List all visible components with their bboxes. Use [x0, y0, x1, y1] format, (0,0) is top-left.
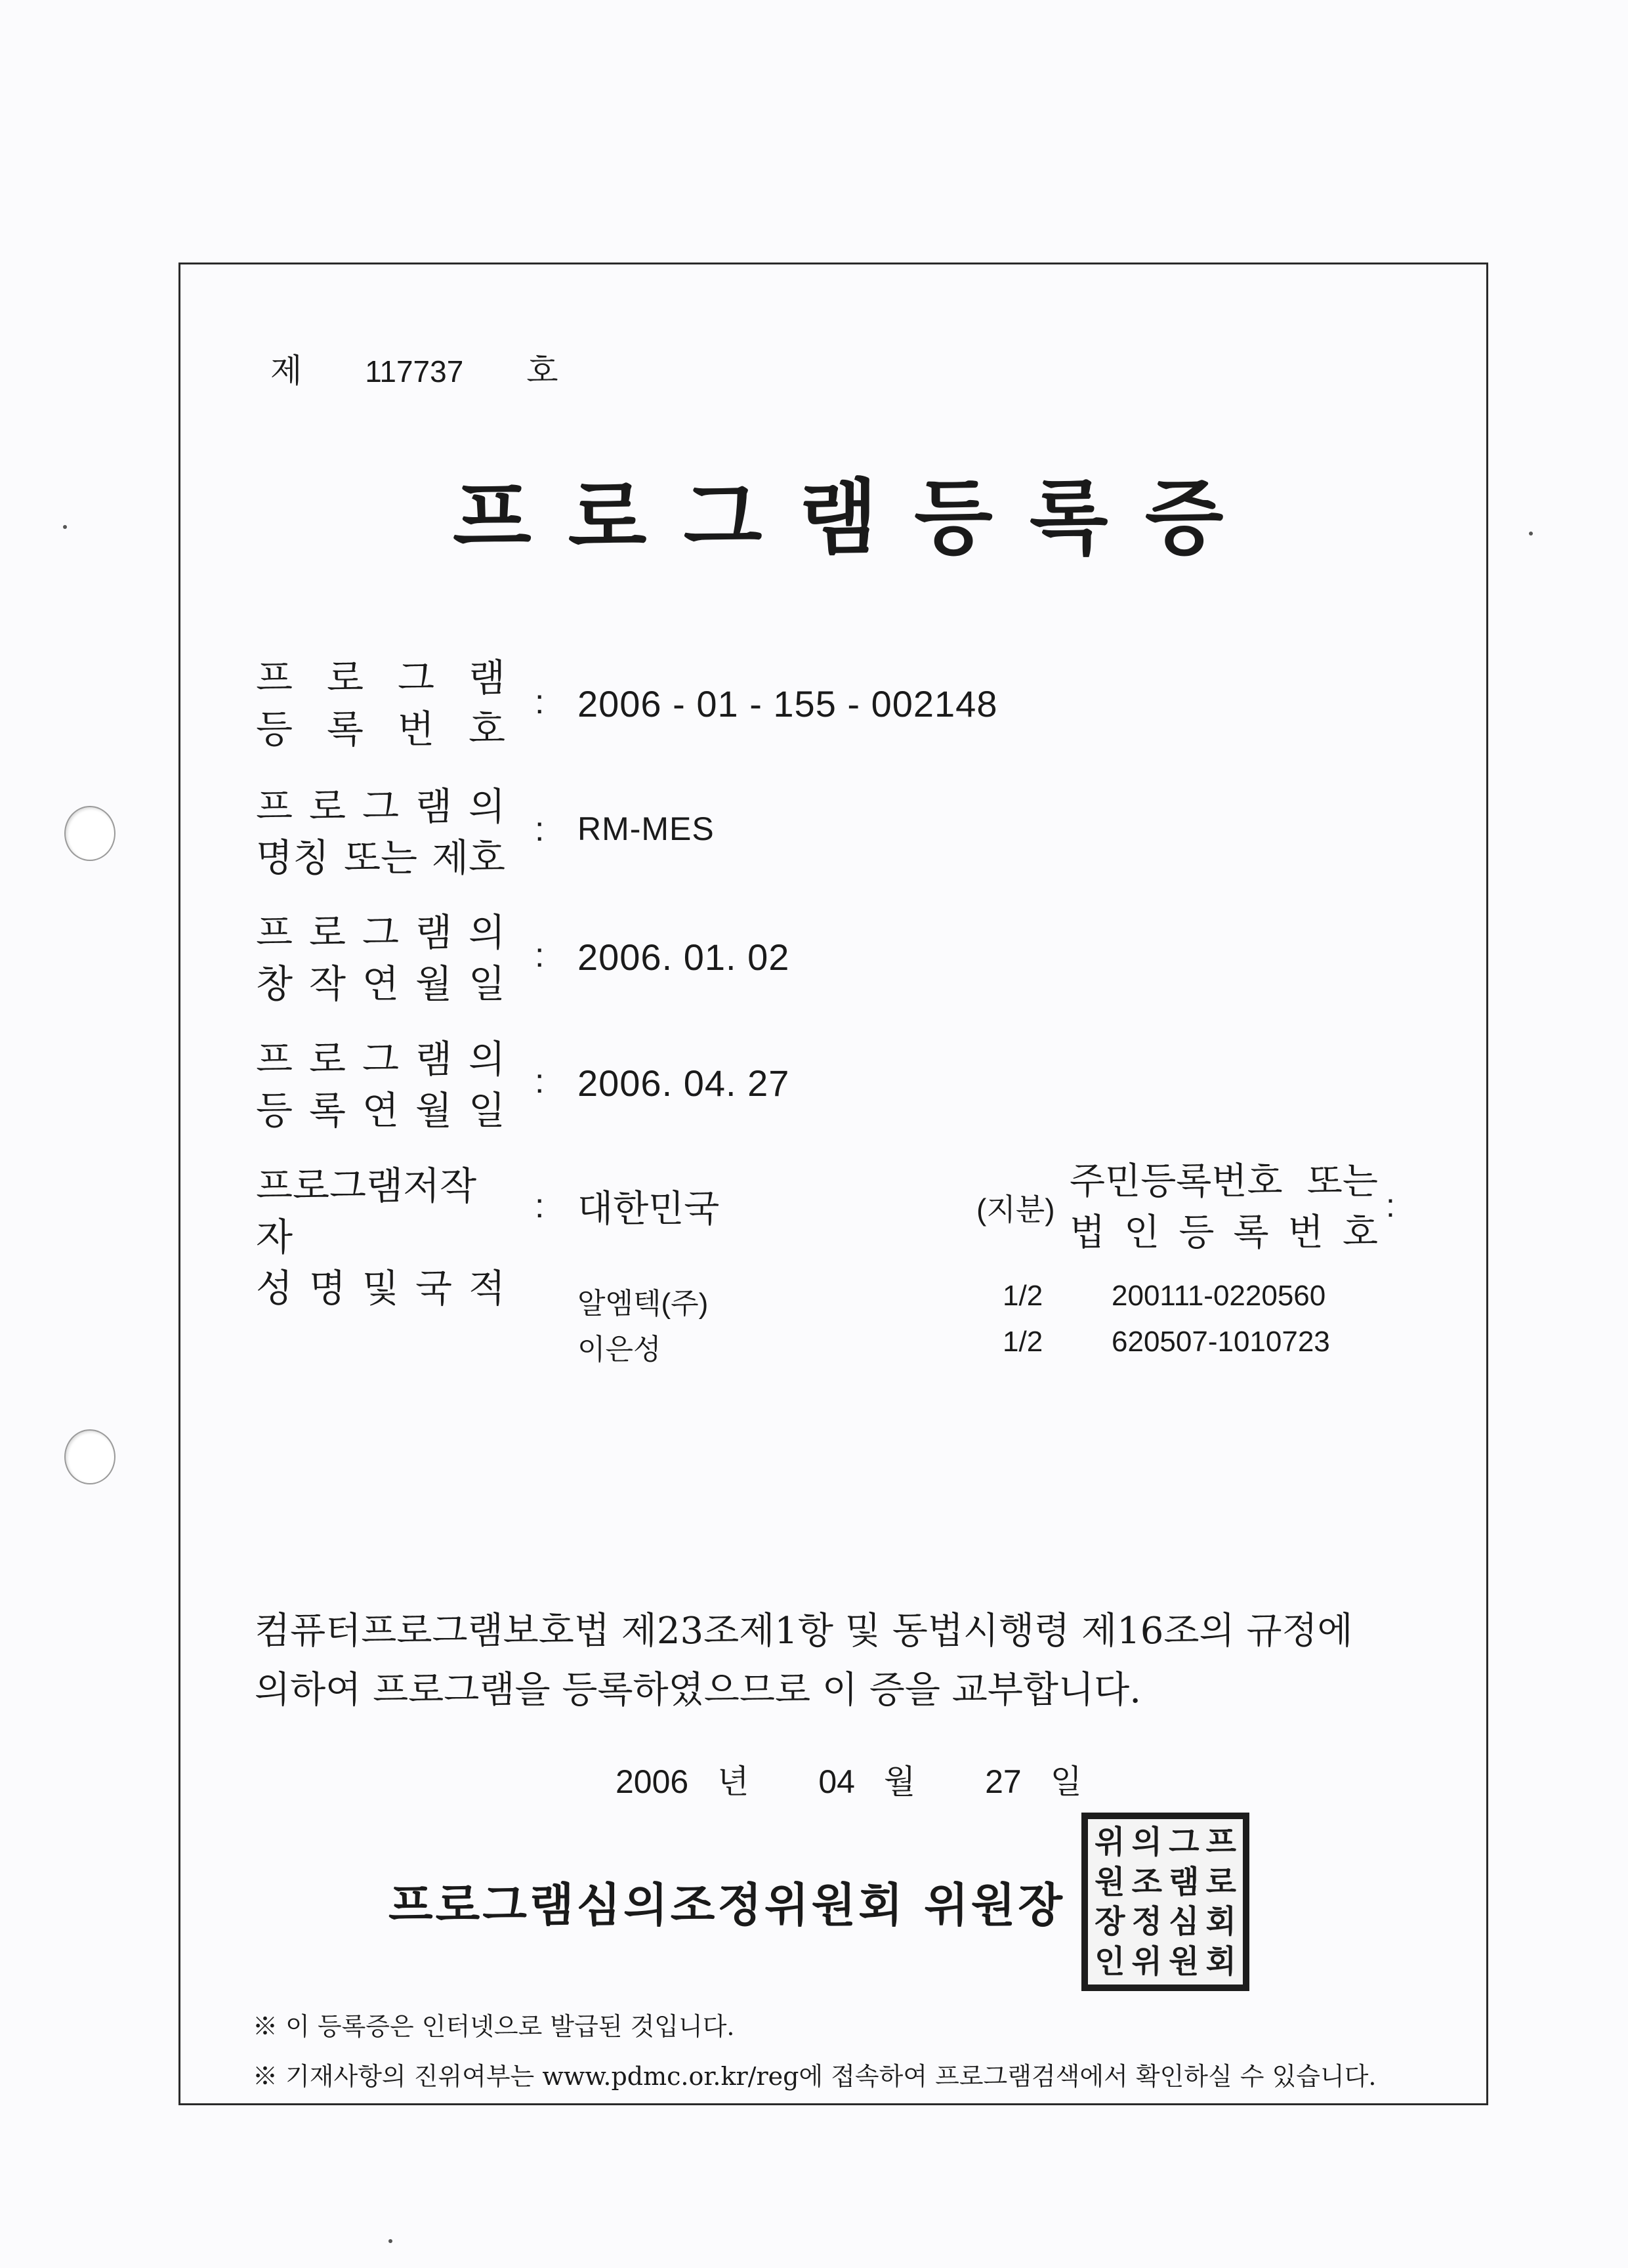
seal-glyph: 회	[1205, 1942, 1236, 1980]
author-share: 1/2	[1003, 1326, 1043, 1358]
creation-date-label: 프 로 그 램 의 창 작 연 월 일	[256, 910, 505, 1006]
paper-speck	[63, 525, 67, 529]
seal-glyph: 장	[1095, 1903, 1125, 1941]
registration-date-label: 프 로 그 램 의 등 록 연 월 일	[256, 1037, 505, 1133]
issuer-name: 프로그램심의조정위원회 위원장	[388, 1878, 1066, 1932]
registration-date-value: 2006. 04. 27	[577, 1062, 790, 1104]
statement-line-2: 의하여 프로그램을 등록하였으므로 이 증을 교부합니다.	[255, 1669, 1142, 1712]
seal-glyph: 인	[1095, 1942, 1125, 1980]
seal-glyph: 심	[1169, 1903, 1200, 1941]
note-internet-issued: ※ 이 등록증은 인터넷으로 발급된 것입니다.	[253, 2012, 735, 2041]
id-number-colon: :	[1386, 1187, 1395, 1224]
issue-month: 04	[818, 1763, 855, 1800]
seal-glyph: 위	[1131, 1942, 1162, 1980]
certificate-number: 117737	[365, 354, 464, 388]
seal-glyph: 정	[1131, 1903, 1162, 1941]
seal-glyph: 위	[1095, 1824, 1125, 1861]
month-unit: 월	[883, 1763, 916, 1800]
official-seal	[1081, 1813, 1249, 1991]
author-name: 이은성	[577, 1334, 661, 1366]
seal-glyph: 의	[1131, 1824, 1162, 1861]
share-label: (지분)	[976, 1192, 1055, 1227]
issue-date	[616, 1759, 1082, 1805]
seal-glyph: 프	[1205, 1824, 1236, 1861]
certificate-number-row	[270, 348, 558, 394]
punch-hole-top	[64, 806, 115, 861]
seal-glyph: 램	[1169, 1863, 1200, 1900]
program-name-value: RM-MES	[577, 810, 715, 847]
number-prefix: 제	[270, 352, 303, 390]
note-verification: ※ 기재사항의 진위여부는 www.pdmc.or.kr/reg에 접속하여 프로그램검색에서 확인하실 수 있습니다.	[253, 2062, 1377, 2091]
seal-glyph: 원	[1169, 1942, 1200, 1980]
day-unit: 일	[1050, 1763, 1082, 1800]
author-id-number: 200111-0220560	[1112, 1280, 1326, 1312]
issue-day: 27	[985, 1763, 1022, 1800]
seal-glyph: 조	[1131, 1863, 1162, 1900]
number-suffix: 호	[526, 352, 558, 390]
id-number-label: 주민등록번호 또는 법 인 등 록 번 호	[1070, 1160, 1378, 1254]
author-colon: :	[535, 1187, 545, 1225]
punch-hole-bottom	[64, 1429, 115, 1484]
program-name-label: 프 로 그 램 의 명칭 또는 제호	[256, 784, 505, 880]
author-share: 1/2	[1003, 1280, 1043, 1312]
statement-line-1: 컴퓨터프로그램보호법 제23조제1항 및 동법시행령 제16조의 규정에	[255, 1610, 1353, 1652]
author-name: 알엠텍(주)	[577, 1288, 709, 1320]
author-id-number: 620507-1010723	[1112, 1326, 1330, 1358]
registration-number-value: 2006 - 01 - 155 - 002148	[577, 683, 998, 724]
registration-number-colon: :	[535, 683, 545, 721]
seal-glyph: 회	[1205, 1903, 1236, 1941]
creation-date-colon: :	[535, 936, 545, 975]
registration-number-label: 프 로 그 램 등 록 번 호	[256, 656, 505, 751]
seal-glyph: 그	[1169, 1824, 1200, 1861]
year-unit: 년	[717, 1763, 749, 1800]
program-name-colon: :	[535, 810, 545, 849]
creation-date-value: 2006. 01. 02	[577, 936, 790, 978]
paper-speck	[388, 2239, 392, 2243]
author-label: 프로그램저작자 성 명 및 국 적	[256, 1164, 505, 1311]
issue-year: 2006	[616, 1763, 689, 1800]
page-title: 프로그램등록증	[453, 471, 1261, 566]
paper-speck	[1529, 532, 1533, 536]
seal-glyph: 로	[1205, 1863, 1236, 1900]
seal-glyph: 원	[1095, 1863, 1125, 1900]
author-nationality: 대한민국	[577, 1188, 720, 1230]
registration-date-colon: :	[535, 1062, 545, 1101]
